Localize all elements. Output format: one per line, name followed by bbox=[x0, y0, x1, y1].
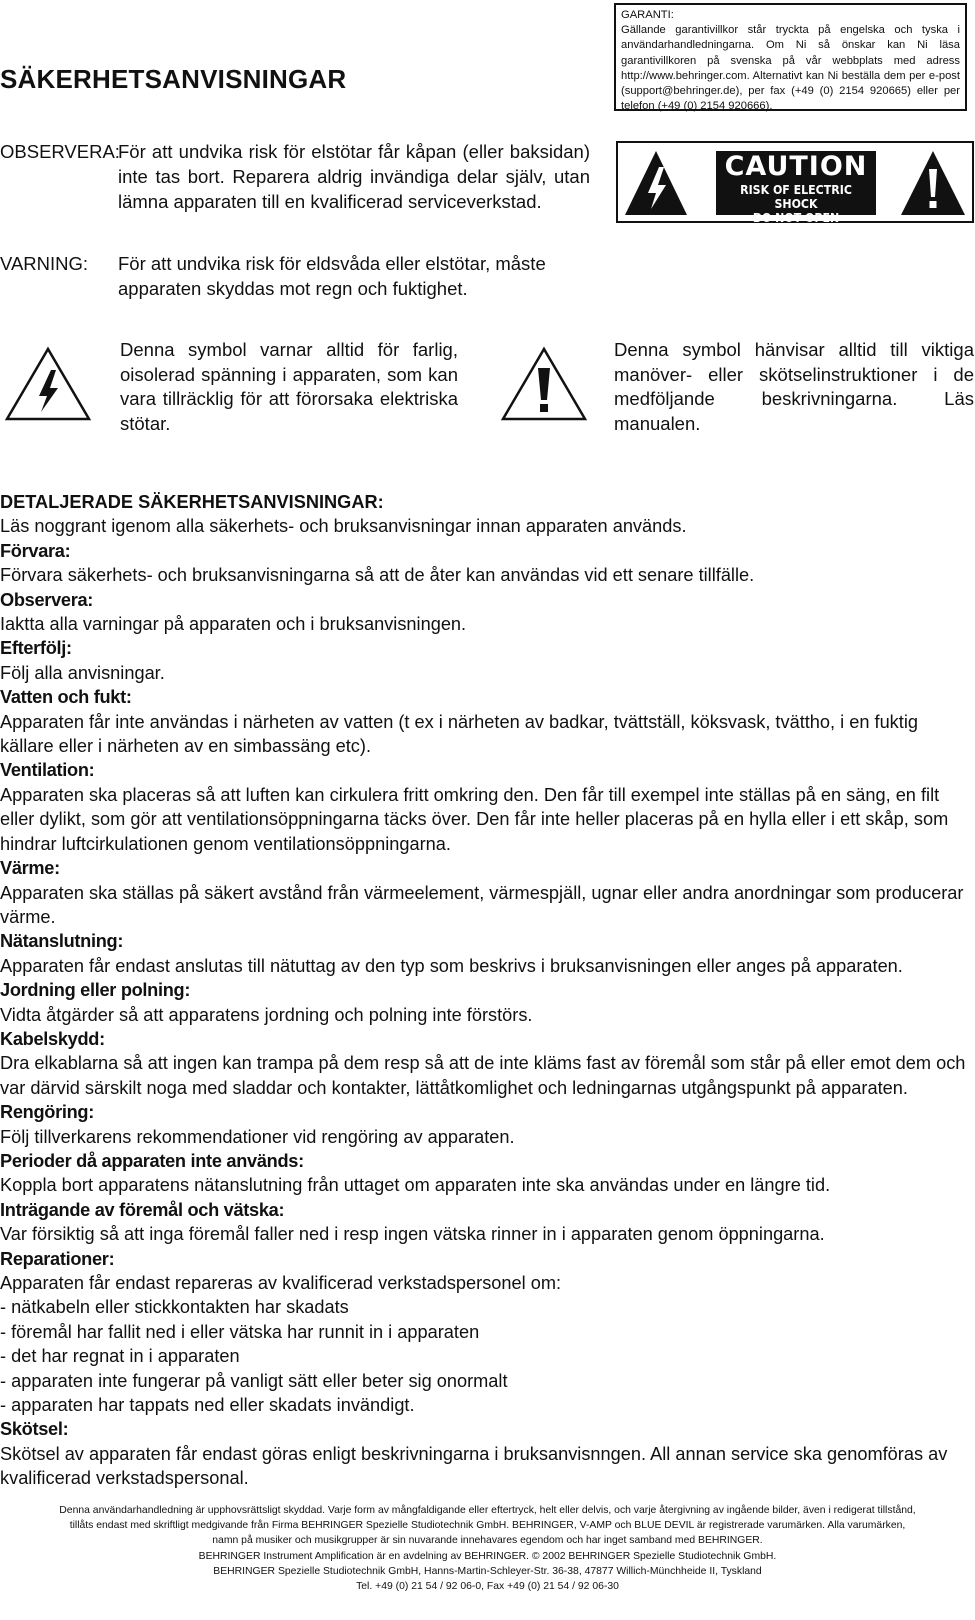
lightning-warning-icon bbox=[624, 149, 688, 217]
section-body: Apparaten får endast anslutas till nätuttag av den typ som beskrivs i bruksanvisningen eller anges på apparaten. bbox=[0, 955, 903, 976]
section-title: Efterfölj: bbox=[0, 638, 72, 659]
section-title: Förvara: bbox=[0, 540, 71, 561]
repair-list-item: - det har regnat in i apparaten bbox=[0, 1346, 240, 1367]
footer-line: Denna användarhandledning är upphovsrättsligt skyddad. Varje form av mångfaldigande eller eftertryck, helt eller delvis, och varje återgivning av ingående bilder, även i redigerat tillstånd, bbox=[59, 1505, 916, 1516]
caution-title: CAUTION bbox=[724, 151, 868, 182]
lightning-symbol-icon bbox=[4, 346, 92, 422]
section-body: Följ tillverkarens rekommendationer vid rengöring av apparaten. bbox=[0, 1126, 515, 1147]
caution-line-2: DO NOT OPEN bbox=[752, 210, 840, 225]
section-body: Iaktta alla varningar på apparaten och i bruksanvisningen. bbox=[0, 614, 467, 635]
observera-label: OBSERVERA: bbox=[0, 141, 120, 162]
varning-notice bbox=[0, 251, 590, 301]
copyright-footer bbox=[0, 1503, 975, 1594]
varning-text: För att undvika risk för eldsvåda eller elstötar, måste apparaten skyddas mot regn och fuktighet. bbox=[118, 253, 546, 299]
repair-list-item: - föremål har fallit ned i eller vätska har runnit in i apparaten bbox=[0, 1321, 480, 1342]
footer-line: BEHRINGER Instrument Amplification är en avdelning av BEHRINGER. © 2002 BEHRINGER Spezielle Studiotechnik GmbH. bbox=[198, 1550, 777, 1562]
section-body: Följ alla anvisningar. bbox=[0, 662, 165, 683]
section-title: Ventilation: bbox=[0, 760, 95, 781]
observera-text: För att undvika risk för elstötar får kåpan (eller baksidan) inte tas bort. Reparera aldrig invändiga delar själv, utan lämna apparaten till en kvalificerad serviceverkstad. bbox=[118, 141, 590, 212]
section-body: Skötsel av apparaten får endast göras enligt beskrivningarna i bruksanvisnngen. All annan service ska genomföras av kvalificerad verkstadspersonal. bbox=[0, 1443, 948, 1489]
footer-line: tillåts endast med skriftligt medgivande från Firma BEHRINGER Spezielle Studiotechnik GmbH. BEHRINGER, V-AMP och BLUE DEVIL är registrerade varumärken. Alla varumärken, bbox=[69, 1520, 906, 1532]
warranty-text: Gällande garantivillkor står tryckta på engelska och tyska i användarhandledningarna. Om Ni så önskar kan Ni läsa garantivillkoren på svenska på vår webbplats med adress http://www.behringer.com. Alternativt kan Ni beställa dem per e-post (support@behringer.de), per fax (+49 (0) 2154 920665) eller per telefon (+49 (0) 2154 920666). bbox=[621, 24, 960, 113]
exclamation-warning-icon bbox=[900, 149, 966, 217]
footer-line: Tel. +49 (0) 21 54 / 92 06-0, Fax +49 (0) 21 54 / 92 06-30 bbox=[356, 1581, 619, 1593]
details-intro: Läs noggrant igenom alla säkerhets- och bruksanvisningar innan apparaten används. bbox=[0, 516, 687, 537]
section-body: Koppla bort apparatens nätanslutning från uttaget om apparaten inte ska användas under en längre tid. bbox=[0, 1175, 831, 1196]
section-body: Apparaten får endast repareras av kvalificerad verkstadspersonel om: bbox=[0, 1273, 562, 1293]
section-title: Observera: bbox=[0, 589, 94, 610]
section-title: Värme: bbox=[0, 858, 60, 879]
section-title: Jordning eller polning: bbox=[0, 980, 191, 1001]
section-title: Inträgande av föremål och vätska: bbox=[0, 1199, 285, 1220]
repair-list-item: - apparaten har tappats ned eller skadats invändigt. bbox=[0, 1395, 415, 1416]
exclamation-symbol-icon bbox=[500, 346, 588, 422]
warranty-title: GARANTI: bbox=[621, 9, 674, 21]
section-title: Nätanslutning: bbox=[0, 931, 124, 952]
section-body: Var försiktig så att inga föremål faller ned i resp ingen vätska rinner in i apparaten genom öppningarna. bbox=[0, 1224, 825, 1245]
section-body: Apparaten ska placeras så att luften kan cirkulera fritt omkring den. Den får till exempel inte ställas på en säng, en filt eller dylikt, som gör att ventilationsöppningarna täcks över. Den får inte heller placeras på en hylla eller i ett skåp, som hindrar luftcirkulationen genom ventilationsöppningarna. bbox=[0, 784, 949, 854]
lightning-symbol-description: Denna symbol varnar alltid för farlig, oisolerad spänning i apparaten, som kan vara tillräcklig för att förorsaka elektriska stötar. bbox=[120, 339, 458, 434]
section-body: Apparaten får inte användas i närheten av vatten (t ex i närheten av badkar, tvättställ, köksvask, tvättho, i en fuktig källare eller i närheten av en simbassäng etc). bbox=[0, 711, 918, 757]
section-title: Vatten och fukt: bbox=[0, 687, 132, 708]
repair-list-item: - nätkabeln eller stickkontakten har skadats bbox=[0, 1297, 349, 1318]
warranty-box bbox=[614, 3, 967, 111]
footer-line: namn på musiker och musikgrupper är sin nuvarande innehavares egendom och har inget samband med BEHRINGER. bbox=[212, 1535, 763, 1547]
caution-label bbox=[616, 141, 974, 223]
caution-line-1: RISK OF ELECTRIC SHOCK bbox=[740, 182, 852, 211]
page-title: SÄKERHETSANVISNINGAR bbox=[0, 64, 347, 94]
section-body: Apparaten ska ställas på säkert avstånd från värmeelement, värmespjäll, ugnar eller andra anordningar som producerar värme. bbox=[0, 882, 964, 927]
observera-notice bbox=[0, 139, 590, 214]
section-title: Rengöring: bbox=[0, 1102, 94, 1123]
section-title: Perioder då apparaten inte används: bbox=[0, 1150, 304, 1171]
section-body: Förvara säkerhets- och bruksanvisningarna så att de åter kan användas vid ett senare tillfälle. bbox=[0, 565, 755, 586]
detailed-instructions bbox=[0, 490, 975, 1491]
section-title: Reparationer: bbox=[0, 1248, 115, 1269]
caution-text-block bbox=[716, 151, 876, 225]
section-title: Skötsel: bbox=[0, 1419, 69, 1440]
varning-label: VARNING: bbox=[0, 253, 89, 274]
section-title: Kabelskydd: bbox=[0, 1028, 105, 1049]
details-heading: DETALJERADE SÄKERHETSANVISNINGAR: bbox=[0, 492, 384, 512]
repair-list-item: - apparaten inte fungerar på vanligt sätt eller beter sig onormalt bbox=[0, 1370, 508, 1391]
footer-line: BEHRINGER Spezielle Studiotechnik GmbH, Hanns-Martin-Schleyer-Str. 36-38, 47877 Willich-Münchheide II, Tyskland bbox=[213, 1565, 762, 1577]
section-body: Vidta åtgärder så att apparatens jordning och polning inte förstörs. bbox=[0, 1004, 533, 1025]
section-body: Dra elkablarna så att ingen kan trampa på dem resp så att de inte kläms fast av föremål som står på eller emot dem och var därvid särskilt noga med sladdar och kontakter, lättåtkomlighet och ledningarnas utgångspunkt på apparaten. bbox=[0, 1053, 966, 1098]
exclamation-symbol-description: Denna symbol hänvisar alltid till viktiga manöver- eller skötselinstruktioner i de medföljande beskrivningarna. Läs manualen. bbox=[614, 339, 974, 434]
